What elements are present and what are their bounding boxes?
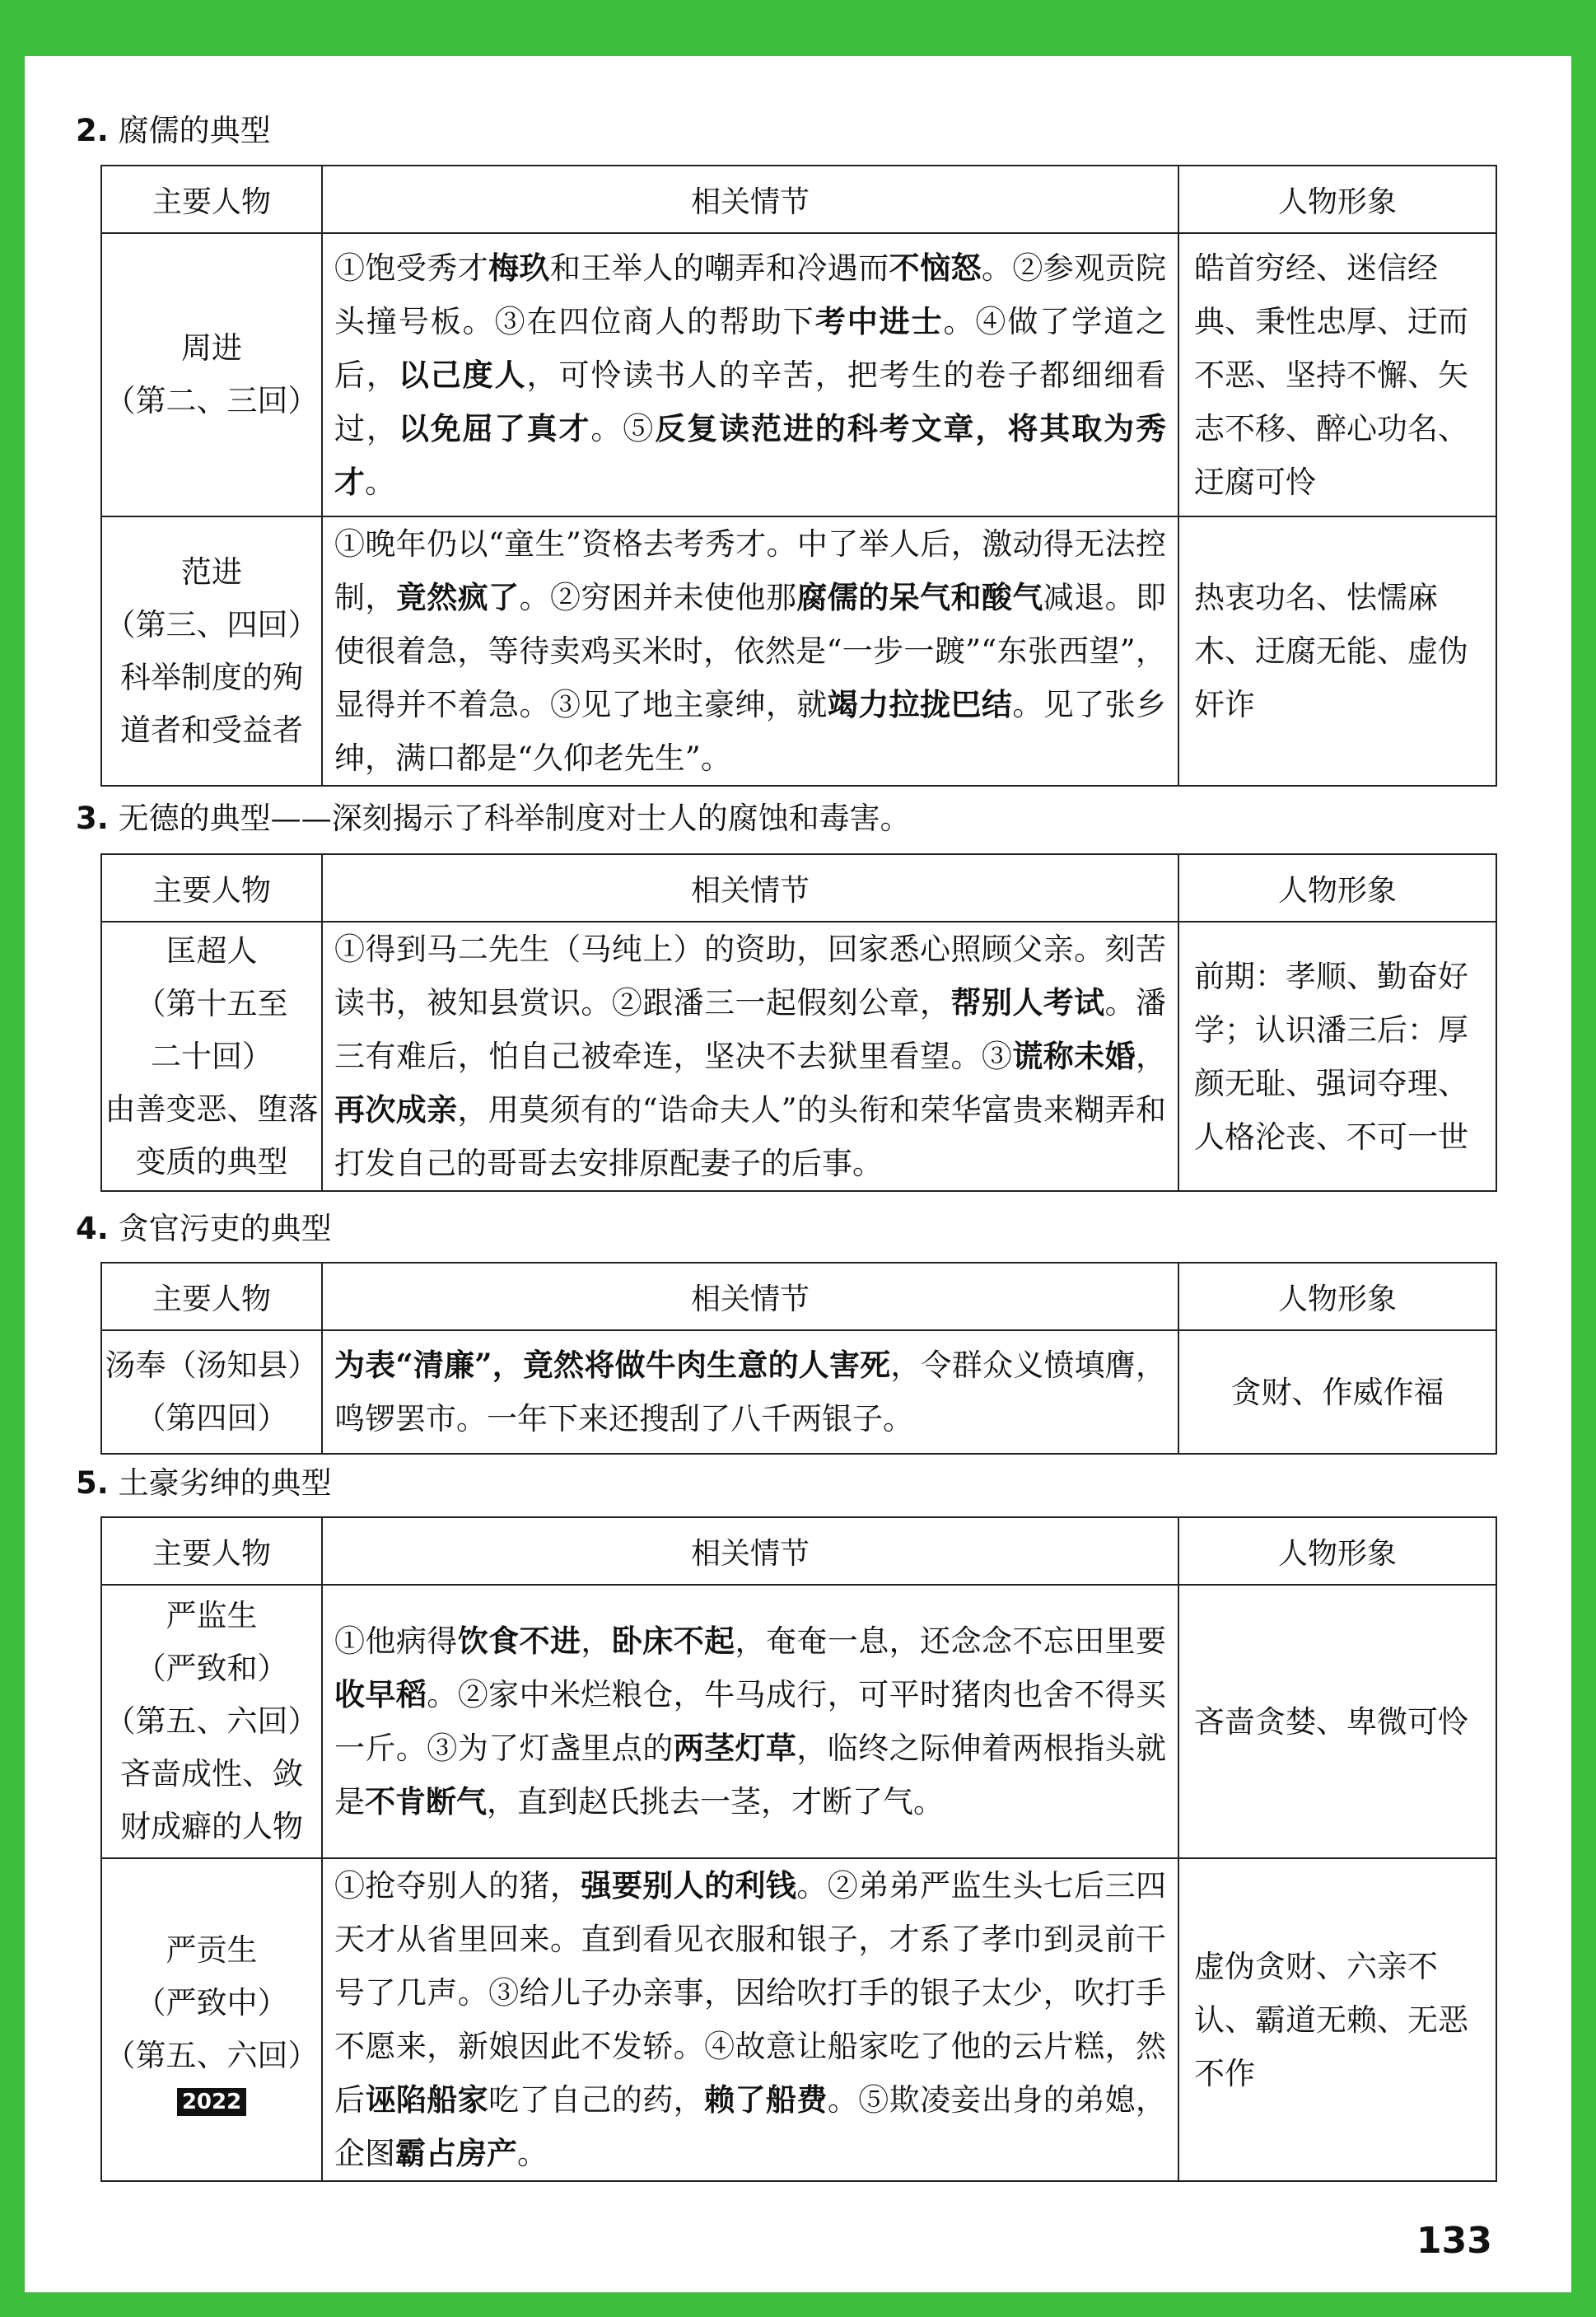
character-image: 热衷功名、怯懦麻木、迂腐无能、虚伪奸诈 xyxy=(1178,516,1496,786)
name-line: 严贡生 xyxy=(166,1932,258,1968)
name-line: 变质的典型 xyxy=(135,1143,288,1180)
name-line: 严监生 xyxy=(166,1598,258,1633)
section-subtitle: ——深刻揭示了科举制度对士人的腐蚀和毒害。 xyxy=(270,801,911,836)
character-name xyxy=(101,1585,322,1858)
name-line: 汤奉（汤知县） xyxy=(105,1348,319,1383)
section-title-3 xyxy=(76,793,911,838)
section-number: 2. xyxy=(76,113,109,148)
name-line: 科举制度的殉 xyxy=(120,659,303,695)
plot-text: ①抢夺别人的猪，强要别人的利钱。②弟弟严监生头七后三四天才从省里回来。直到看见衣服和银子，才系了孝巾到灵前干号了几声。③给儿子办亲事，因给吹打手的银子太少，吹打手不愿来，新娘因此不发轿。④故意让船家吃了他的云片糕，然后诬陷船家吃了自己的药，赖了船费。⑤欺凌妾出身的弟媳，企图霸占房产。 xyxy=(322,1858,1178,2181)
section-title-4 xyxy=(76,1203,332,1248)
name-line: （第四回） xyxy=(135,1400,288,1436)
header-plot: 相关情节 xyxy=(322,1517,1178,1585)
character-name xyxy=(101,922,322,1191)
section-title-2 xyxy=(76,105,271,150)
section-number: 3. xyxy=(76,801,109,836)
name-line: （第五、六回） xyxy=(105,2037,319,2073)
table-section-4 xyxy=(100,1262,1497,1455)
character-image: 吝啬贪婪、卑微可怜 xyxy=(1178,1585,1496,1858)
name-line: （第十五至 xyxy=(135,985,288,1021)
section-heading: 贪官污吏的典型 xyxy=(118,1211,332,1246)
section-heading: 土豪劣绅的典型 xyxy=(118,1465,332,1501)
character-name xyxy=(101,516,322,786)
name-line: 道者和受益者 xyxy=(120,712,303,748)
plot-text: 为表“清廉”，竟然将做牛肉生意的人害死，令群众义愤填膺，鸣锣罢市。一年下来还搜刮了八千两银子。 xyxy=(322,1330,1178,1454)
name-line: 二十回） xyxy=(151,1038,273,1074)
table-section-5 xyxy=(100,1516,1497,2182)
name-line: 范进 xyxy=(181,554,242,590)
name-line: 由善变恶、堕落 xyxy=(105,1091,319,1127)
table-row xyxy=(101,1585,1496,1858)
section-title-5 xyxy=(76,1458,332,1502)
name-line: 财成癖的人物 xyxy=(120,1809,303,1844)
character-image: 皓首穷经、迷信经典、秉性忠厚、迂而不恶、坚持不懈、矢志不移、醉心功名、迂腐可怜 xyxy=(1178,233,1496,516)
table-section-3 xyxy=(100,853,1497,1192)
name-line: （严致中） xyxy=(135,1984,288,2020)
table-row xyxy=(101,1858,1496,2181)
plot-text: ①晚年仍以“童生”资格去考秀才。中了举人后，激动得无法控制，竟然疯了。②穷困并未使他那腐儒的呆气和酸气减退。即使很着急，等待卖鸡买米时，依然是“一步一踱”“东张西望”，显得并不着急。③见了地主豪绅，就竭力拉拢巴结。见了张乡绅，满口都是“久仰老先生”。 xyxy=(322,516,1178,786)
name-line: （第五、六回） xyxy=(105,1703,319,1739)
section-heading: 腐儒的典型 xyxy=(118,113,271,148)
header-image: 人物形象 xyxy=(1178,166,1496,233)
name-line: （严致和） xyxy=(135,1651,288,1686)
page-number: 133 xyxy=(1416,2220,1492,2262)
header-image: 人物形象 xyxy=(1178,854,1496,922)
name-line: 吝啬成性、敛 xyxy=(120,1756,303,1791)
year-badge: 2022 xyxy=(177,2088,246,2116)
plot-text: ①得到马二先生（马纯上）的资助，回家悉心照顾父亲。刻苦读书，被知县赏识。②跟潘三一起假刻公章，帮别人考试。潘三有难后，怕自己被牵连，坚决不去狱里看望。③谎称未婚，再次成亲，用莫须有的“诰命夫人”的头衔和荣华富贵来糊弄和打发自己的哥哥去安排原配妻子的后事。 xyxy=(322,922,1178,1191)
section-number: 4. xyxy=(76,1211,109,1246)
table-row xyxy=(101,922,1496,1191)
header-image: 人物形象 xyxy=(1178,1263,1496,1330)
character-image: 虚伪贪财、六亲不认、霸道无赖、无恶不作 xyxy=(1178,1858,1496,2181)
plot-text: ①他病得饮食不进，卧床不起，奄奄一息，还念念不忘田里要收早稻。②家中米烂粮仓，牛马成行，可平时猪肉也舍不得买一斤。③为了灯盏里点的两茎灯草，临终之际伸着两根指头就是不肯断气，直到赵氏挑去一茎，才断了气。 xyxy=(322,1585,1178,1858)
name-line: （第三、四回） xyxy=(105,606,319,642)
header-plot: 相关情节 xyxy=(322,166,1178,233)
name-line: 匡超人 xyxy=(166,932,258,969)
header-image: 人物形象 xyxy=(1178,1517,1496,1585)
header-main-character: 主要人物 xyxy=(101,1517,322,1585)
year-badge-wrap xyxy=(103,2082,320,2116)
character-image: 贪财、作威作福 xyxy=(1178,1330,1496,1454)
section-heading: 无德的典型 xyxy=(118,801,271,836)
character-name xyxy=(101,1858,322,2181)
name-line: （第二、三回） xyxy=(105,383,319,418)
header-main-character: 主要人物 xyxy=(101,1263,322,1330)
table-row xyxy=(101,516,1496,786)
table-row xyxy=(101,1330,1496,1454)
header-main-character: 主要人物 xyxy=(101,854,322,922)
table-row xyxy=(101,233,1496,516)
top-border xyxy=(0,0,1596,56)
section-number: 5. xyxy=(76,1465,109,1501)
table-section-2 xyxy=(100,165,1497,787)
plot-text: ①饱受秀才梅玖和王举人的嘲弄和冷遇而不恼怒。②参观贡院头撞号板。③在四位商人的帮助下考中进士。④做了学道之后，以己度人，可怜读书人的辛苦，把考生的卷子都细细看过，以免屈了真才。⑤反复读范进的科考文章，将其取为秀才。 xyxy=(322,233,1178,516)
character-name xyxy=(101,233,322,516)
character-name xyxy=(101,1330,322,1454)
character-image: 前期：孝顺、勤奋好学；认识潘三后：厚颜无耻、强词夺理、人格沦丧、不可一世 xyxy=(1178,922,1496,1191)
header-plot: 相关情节 xyxy=(322,1263,1178,1330)
header-plot: 相关情节 xyxy=(322,854,1178,922)
header-main-character: 主要人物 xyxy=(101,166,322,233)
name-line: 周进 xyxy=(181,330,242,366)
